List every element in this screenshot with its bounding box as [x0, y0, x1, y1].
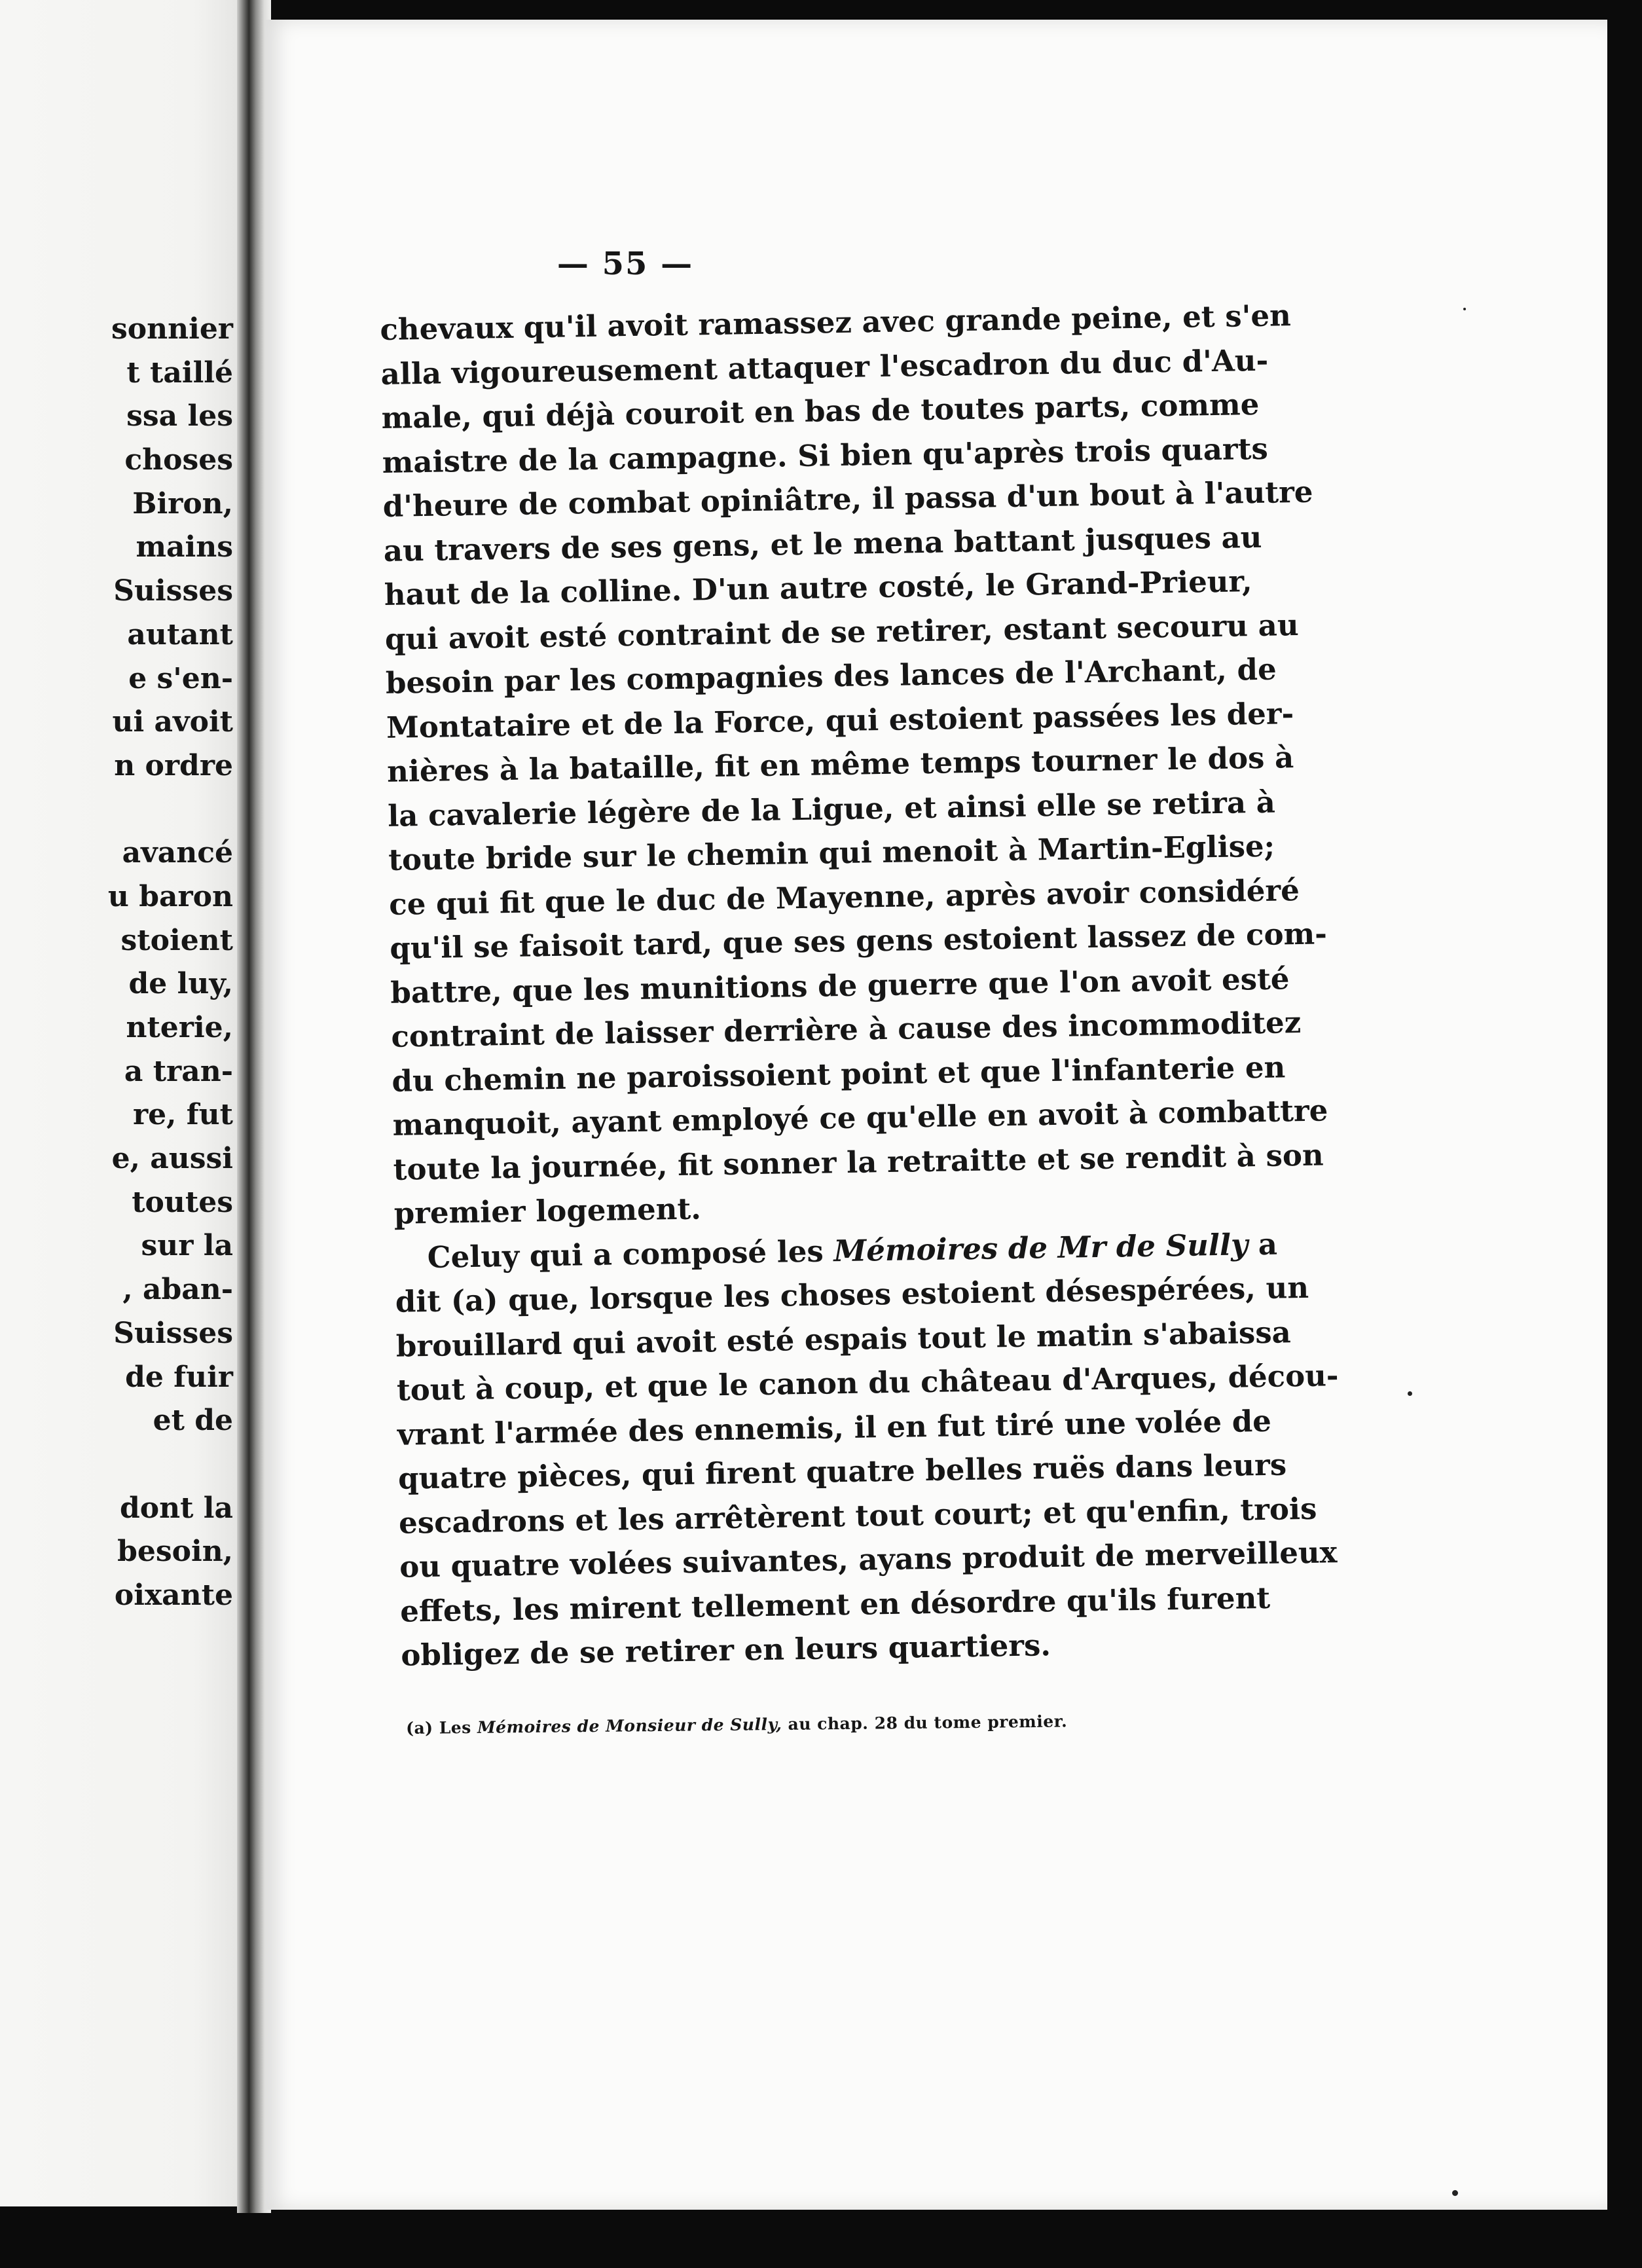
left-line: n ordre	[114, 748, 233, 782]
left-line: stoient	[120, 923, 233, 957]
body-line: quatre pièces, qui firent quatre belles ruës dans leurs	[397, 1447, 1287, 1496]
left-line: et de	[153, 1404, 233, 1438]
body-line: effets, les mirent tellement en désordre qu'ils furent	[399, 1580, 1271, 1629]
body-line: maistre de la campagne. Si bien qu'après trois quarts	[382, 431, 1269, 480]
body-line: contraint de laisser derrière à cause des incommoditez	[391, 1005, 1302, 1054]
body-line: obligez de se retirer en leurs quartiers.	[400, 1628, 1051, 1673]
body-line: au travers de ses gens, et le mena battant jusques au	[383, 519, 1262, 568]
body-line: la cavalerie légère de la Ligue, et ainsi elle se retira à	[387, 784, 1276, 833]
body-line: brouillard qui avoit esté espais tout le matin s'abaissa	[395, 1314, 1292, 1364]
left-line: ssa les	[126, 399, 233, 433]
left-line: sonnier	[111, 312, 233, 346]
left-line: e s'en-	[128, 661, 233, 695]
dust-speck	[1463, 308, 1466, 310]
left-line: , aban-	[122, 1273, 233, 1307]
body-line: ce qui fit que le duc de Mayenne, après avoir considéré	[388, 872, 1300, 922]
left-line: Suisses	[113, 574, 233, 608]
line-text: Celuy qui a composé les	[427, 1234, 824, 1275]
left-line	[108, 788, 233, 832]
body-line: d'heure de combat opiniâtre, il passa d'un bout à l'autre	[382, 474, 1313, 524]
body-line: alla vigoureusement attaquer l'escadron du duc d'Au-	[380, 342, 1269, 392]
body-line: battre, que les munitions de guerre que l'on avoit esté	[390, 960, 1290, 1010]
body-line: premier logement.	[393, 1191, 702, 1231]
body-line: haut de la colline. D'un autre costé, le Grand-Prieur,	[384, 564, 1252, 612]
dust-speck	[1452, 2190, 1458, 2196]
body-line: toute bride sur le chemin qui menoit à Martin-Eglise;	[388, 828, 1275, 877]
left-line: re, fut	[132, 1098, 233, 1132]
left-page-text-fragments	[108, 308, 233, 1618]
left-line	[108, 1443, 233, 1487]
body-line: ou quatre volées suivantes, ayans produit de merveilleux	[399, 1535, 1338, 1584]
left-line: de fuir	[125, 1360, 233, 1394]
left-line: avancé	[122, 836, 233, 870]
footnote-marker: (a)	[406, 1718, 433, 1738]
body-line: vrant l'armée des ennemis, il en fut tiré une volée de	[397, 1403, 1272, 1452]
left-line: Biron,	[132, 486, 233, 521]
left-line: besoin,	[117, 1535, 233, 1569]
left-line: ui avoit	[112, 705, 233, 739]
body-line: qu'il se faisoit tard, que ses gens estoient lassez de com-	[389, 916, 1328, 966]
body-line: du chemin ne paroissoient point et que l'infanterie en	[392, 1049, 1286, 1099]
left-line: toutes	[132, 1185, 233, 1219]
left-page	[0, 0, 242, 2206]
body-line: qui avoit esté contraint de se retirer, estant secouru au	[384, 607, 1299, 657]
left-line: sur la	[141, 1229, 233, 1263]
body-line: nières à la bataille, fit en même temps tourner le dos à	[386, 740, 1294, 789]
body-line: escadrons et les arrêtèrent tout court; et qu'enfin, trois	[398, 1491, 1317, 1541]
left-line: Suisses	[113, 1316, 233, 1350]
left-line: dont la	[120, 1491, 233, 1525]
body-line: chevaux qu'il avoit ramassez avec grande peine, et s'en	[380, 298, 1292, 347]
left-line: nterie,	[126, 1011, 233, 1044]
body-line: toute la journée, fit sonner la retraitte et se rendit à son	[393, 1137, 1324, 1187]
body-line: dit (a) que, lorsque les choses estoient désespérées, un	[395, 1270, 1309, 1319]
line-text: a	[1258, 1226, 1278, 1262]
page-number: — 55 —	[556, 246, 694, 282]
left-line: mains	[136, 530, 233, 564]
left-line: de luy,	[128, 967, 233, 1001]
left-line: t taillé	[126, 356, 233, 390]
left-line: u baron	[107, 879, 233, 913]
left-line: autant	[127, 617, 233, 651]
body-line: tout à coup, et que le canon du château d'Arques, décou-	[396, 1358, 1339, 1408]
left-line: choses	[124, 443, 233, 477]
body-line: manquoit, ayant employé ce qu'elle en avoit à combattre	[392, 1093, 1328, 1143]
left-line: a tran-	[124, 1054, 233, 1088]
book-title: Mémoires de Mr de Sully	[833, 1226, 1249, 1268]
body-line: Montataire et de la Force, qui estoient passées les der-	[386, 695, 1294, 745]
footnote-text: Les	[439, 1717, 471, 1738]
left-line: e, aussi	[111, 1142, 233, 1176]
dust-speck	[1408, 1391, 1412, 1396]
body-line: male, qui déjà couroit en bas de toutes parts, comme	[381, 386, 1260, 435]
footnote-text: au chap. 28 du tome premier.	[788, 1711, 1068, 1734]
footnote-title: Mémoires de Monsieur de Sully,	[477, 1714, 782, 1737]
body-text	[380, 295, 1339, 1678]
left-line: oixante	[114, 1578, 233, 1612]
body-line: besoin par les compagnies des lances de l'Archant, de	[385, 651, 1277, 701]
